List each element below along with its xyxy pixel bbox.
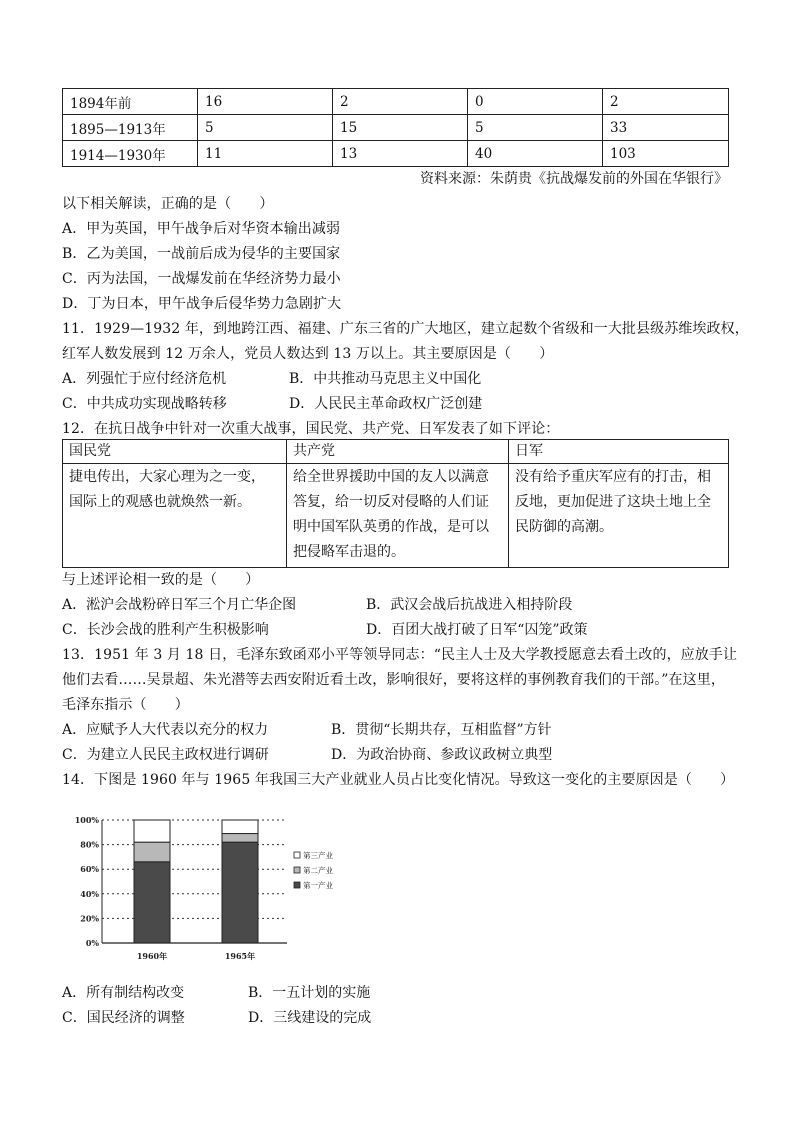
q11-option-c[interactable]: C．中共成功实现战略转移 [62,396,227,412]
table-cell: 1894年前 [63,89,198,115]
kmt-comment [63,464,287,568]
table-cell: 0 [468,89,603,115]
comments-table [62,439,729,568]
q12-option-d[interactable]: D．百团大战打破了日军“囚笼”政策 [366,622,588,638]
legend-swatch [294,882,300,888]
q14-stem: 14．下图是 1960 年与 1965 年我国三大产业就业人员占比变化情况。导致这一变化的主要原因是（ ） [62,772,735,788]
employment-share-chart [62,808,362,970]
header-cpc: 共产党 [287,440,509,464]
table-cell: 2 [603,89,729,115]
q13-stem-line3: 毛泽东指示（ ） [62,697,189,713]
q14-option-d[interactable]: D．三线建设的完成 [248,1010,372,1026]
q10-option-b[interactable]: B．乙为美国，一战前后成为侵华的主要国家 [62,246,341,262]
q11-option-a[interactable]: A．列强忙于应付经济危机 [62,371,227,387]
comment-line: 明中国军队英勇的作战，是可以 [293,519,489,535]
q12-option-b[interactable]: B．武汉会战后抗战进入相持阶段 [366,597,573,613]
header-japan: 日军 [509,440,729,464]
source-citation: 资料来源：朱荫贵《抗战爆发前的外国在华银行》 [420,171,728,187]
table-row [63,464,729,568]
table-cell: 15 [333,115,468,141]
q14-option-b[interactable]: B．一五计划的实施 [248,985,371,1001]
table-cell: 40 [468,141,603,167]
x-tick-label: 1965年 [224,951,256,961]
bar-segment [222,834,258,843]
q13-option-c[interactable]: C．为建立人民民主政权进行调研 [62,747,269,763]
table-cell: 11 [198,141,333,167]
table-cell: 13 [333,141,468,167]
table-header-row [63,440,729,464]
q11-option-d[interactable]: D．人民民主革命政权广泛创建 [289,396,483,412]
q11-stem-line2: 红军人数发展到 12 万余人，党员人数达到 13 万以上。其主要原因是（ ） [62,346,554,362]
q12-option-a[interactable]: A．淞沪会战粉碎日军三个月亡华企图 [62,597,297,613]
table-cell: 1914—1930年 [63,141,198,167]
table-cell: 2 [333,89,468,115]
q13-stem-line1: 13．1951 年 3 月 18 日，毛泽东致函邓小平等领导同志：“民主人士及大学教授愿意去看土改的，应放手让 [62,647,738,663]
q13-option-a[interactable]: A．应赋予人大代表以充分的权力 [62,722,269,738]
bar-segment [134,842,170,862]
table-cell: 5 [468,115,603,141]
y-tick-label: 100% [74,815,99,825]
comment-line: 反地，更加促进了这块土地上全 [515,494,711,510]
table-cell: 16 [198,89,333,115]
table-row [63,89,729,115]
header-kmt: 国民党 [63,440,287,464]
bar-segment [134,820,170,842]
q11-option-b[interactable]: B．中共推动马克思主义中国化 [289,371,482,387]
q14-option-c[interactable]: C．国民经济的调整 [62,1010,185,1026]
q10-option-a[interactable]: A．甲为英国，甲午战争后对华资本输出减弱 [62,221,341,237]
bar-segment [222,842,258,943]
q11-stem-line1: 11．1929—1932 年，到地跨江西、福建、广东三省的广大地区，建立起数个省级和一大批县级苏维埃政权， [62,321,749,337]
comment-line: 答复，给一切反对侵略的人们证 [293,494,489,510]
comment-line: 给全世界援助中国的友人以满意 [293,469,489,485]
q12-option-c[interactable]: C．长沙会战的胜利产生积极影响 [62,622,269,638]
q13-option-b[interactable]: B．贯彻“长期共存，互相监督”方针 [331,722,552,738]
table-row [63,141,729,167]
comment-line: 国际上的观感也就焕然一新。 [69,494,251,510]
bar-segment [134,862,170,943]
table-row [63,115,729,141]
q13-stem-line2: 他们去看……吴景超、朱光潜等去西安附近看土改，影响很好，要将这样的事例教育我们的干部。”在这里， [62,672,725,688]
legend-label: 第一产业 [303,881,333,890]
table-cell: 103 [603,141,729,167]
legend-swatch [294,867,300,873]
q10-option-d[interactable]: D．丁为日本，甲午战争后侵华势力急剧扩大 [62,296,342,312]
table-cell: 33 [603,115,729,141]
legend-label: 第三产业 [303,851,333,860]
q14-option-a[interactable]: A．所有制结构改变 [62,985,185,1001]
comment-line: 民防御的高潮。 [515,519,613,535]
y-tick-label: 0% [85,938,99,948]
x-tick-label: 1960年 [136,951,168,961]
bank-count-table [62,88,729,167]
comment-line: 把侵略军击退的。 [293,544,405,560]
y-tick-label: 80% [80,839,99,850]
y-tick-label: 60% [80,864,99,875]
q10-stem: 以下相关解读，正确的是（ ） [62,196,274,212]
table-cell: 5 [198,115,333,141]
comment-line: 没有给予重庆军应有的打击，相 [515,469,711,485]
q10-option-c[interactable]: C．丙为法国，一战爆发前在华经济势力最小 [62,271,341,287]
y-tick-label: 20% [80,913,99,924]
table-cell: 1895—1913年 [63,115,198,141]
japan-comment [509,464,729,568]
legend-label: 第二产业 [303,866,333,875]
bar-segment [222,820,258,834]
q13-option-d[interactable]: D．为政治协商、参政议政树立典型 [331,747,553,763]
q12-followup: 与上述评论相一致的是（ ） [62,572,260,588]
comment-line: 捷电传出，大家心理为之一变， [69,469,265,485]
q12-stem: 12．在抗日战争中针对一次重大战事，国民党、共产党、日军发表了如下评论： [62,421,560,437]
y-tick-label: 40% [80,888,99,899]
legend-swatch [294,852,300,858]
cpc-comment [287,464,509,568]
